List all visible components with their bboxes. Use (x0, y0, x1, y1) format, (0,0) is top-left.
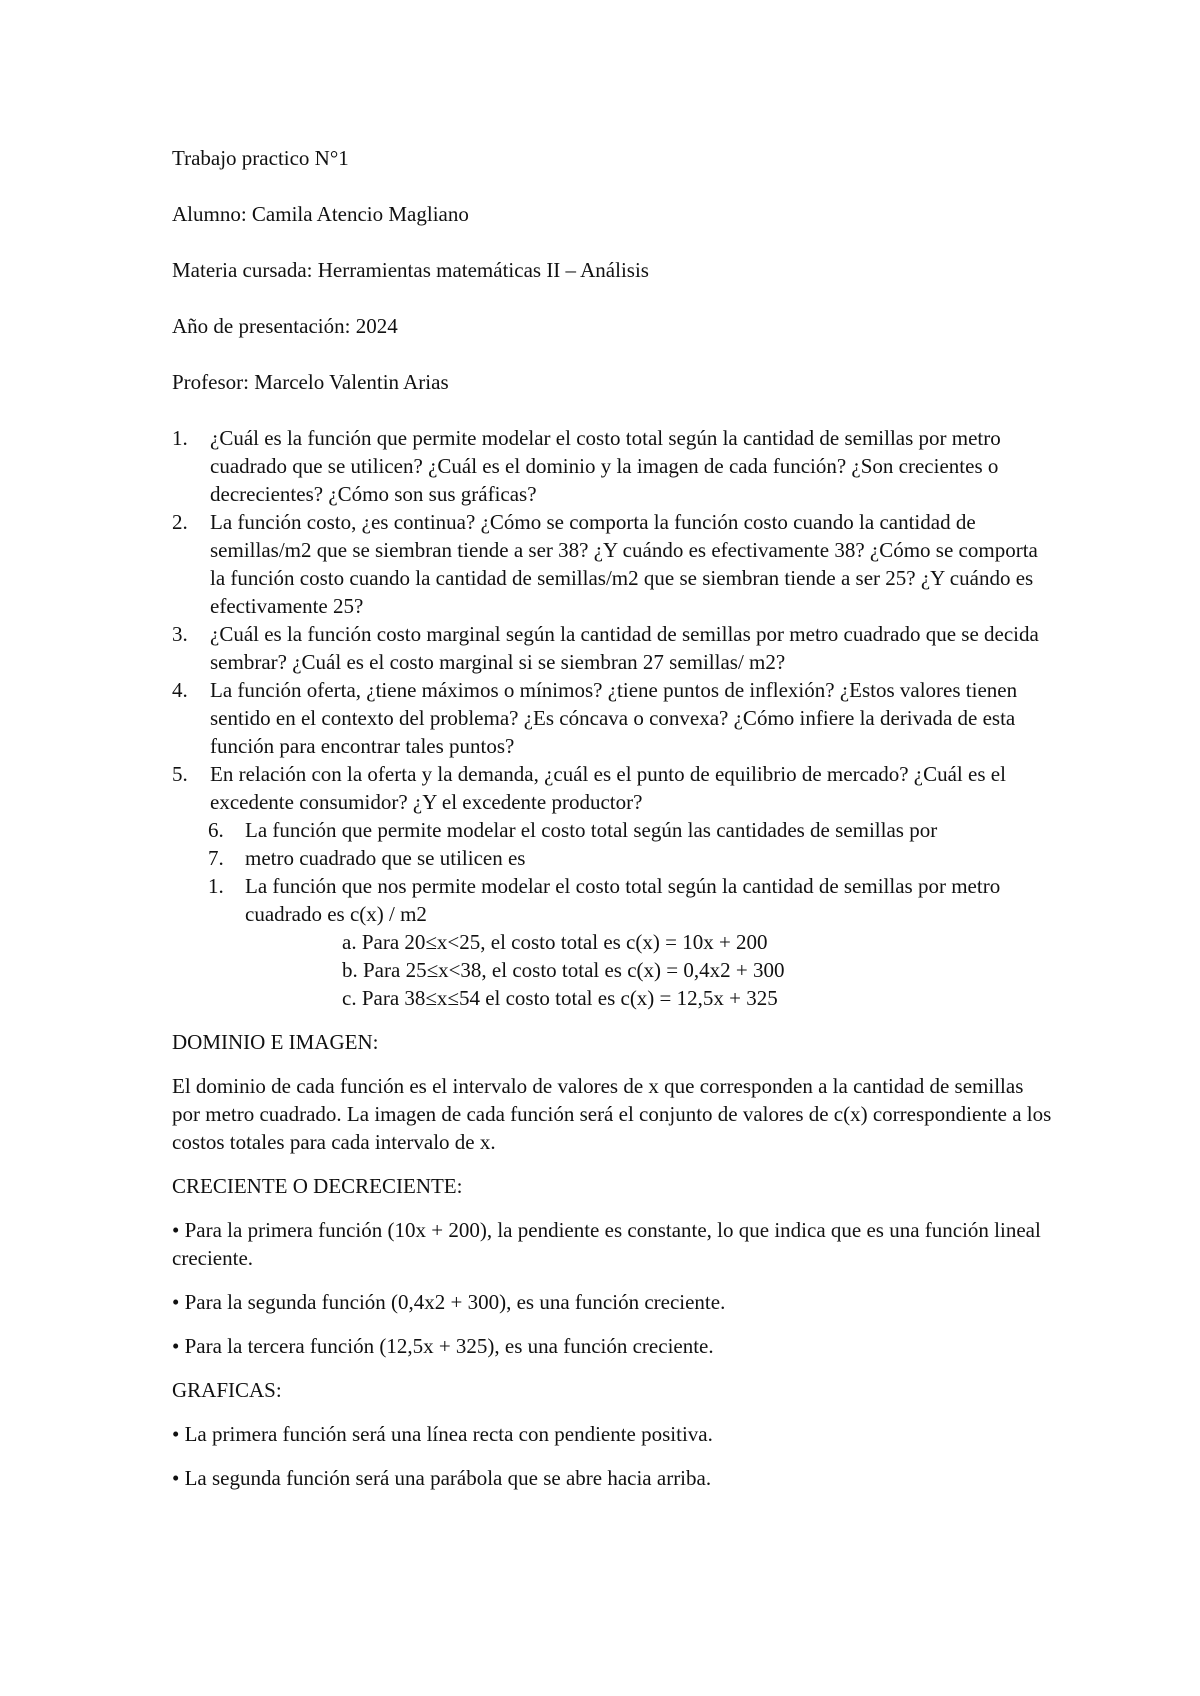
list-item: 2. La función costo, ¿es continua? ¿Cómo se comporta la función costo cuando la cantidad de semillas/m2 que se siembran tiende a ser 38? ¿Y cuándo es efectivamente 38? ¿Cómo se comporta la función costo cuando la cantidad de semillas/m2 que se siembran tiende a ser 25? ¿Y cuándo es efectivamente 25? (172, 510, 1038, 618)
list-item: 1. ¿Cuál es la función que permite modelar el costo total según la cantidad de semillas por metro cuadrado que se utilicen? ¿Cuál es el dominio y la imagen de cada función? ¿Son crecientes o decrecientes? ¿Cómo son sus gráficas? (172, 426, 1001, 506)
document-title: Trabajo practico N°1 (172, 146, 349, 170)
list-item: 5. En relación con la oferta y la demanda, ¿cuál es el punto de equilibrio de mercado? ¿Cuál es el excedente consumidor? ¿Y el excedente productor? (172, 762, 1006, 814)
list-item: c. Para 38≤x≤54 el costo total es c(x) = 12,5x + 325 (342, 986, 778, 1010)
cost-cases-list (172, 928, 1052, 1012)
student-name: Alumno: Camila Atencio Magliano (172, 202, 469, 226)
growth-item: • Para la segunda función (0,4x2 + 300), es una función creciente. (172, 1290, 726, 1314)
graphs-heading: GRAFICAS: (172, 1378, 282, 1402)
list-item: b. Para 25≤x<38, el costo total es c(x) = 0,4x2 + 300 (342, 958, 785, 982)
list-item: 6. La función que permite modelar el costo total según las cantidades de semillas por (208, 818, 938, 842)
graphs-item: • La segunda función será una parábola que se abre hacia arriba. (172, 1466, 712, 1490)
questions-list (172, 424, 1052, 816)
growth-heading: CRECIENTE O DECRECIENTE: (172, 1174, 463, 1198)
domain-heading: DOMINIO E IMAGEN: (172, 1030, 379, 1054)
presentation-year: Año de presentación: 2024 (172, 314, 398, 338)
document-page (172, 144, 1052, 1492)
teacher-name: Profesor: Marcelo Valentin Arias (172, 370, 449, 394)
subject-name: Materia cursada: Herramientas matemáticas II – Análisis (172, 258, 649, 282)
list-item: 7. metro cuadrado que se utilicen es (208, 846, 526, 870)
list-item: a. Para 20≤x<25, el costo total es c(x) = 10x + 200 (342, 930, 768, 954)
list-item: 1. La función que nos permite modelar el costo total según la cantidad de semillas por metro cuadrado es c(x) / m2 (208, 874, 1001, 926)
answer-sublist (172, 816, 1052, 928)
list-item: 3. ¿Cuál es la función costo marginal según la cantidad de semillas por metro cuadrado que se decida sembrar? ¿Cuál es el costo marginal si se siembran 27 semillas/ m2? (172, 622, 1039, 674)
list-item: 4. La función oferta, ¿tiene máximos o mínimos? ¿tiene puntos de inflexión? ¿Estos valores tienen sentido en el contexto del problema? ¿Es cóncava o convexa? ¿Cómo infiere la derivada de esta función para encontrar tales puntos? (172, 678, 1018, 758)
growth-item: • Para la primera función (10x + 200), la pendiente es constante, lo que indica que es una función lineal creciente. (172, 1218, 1041, 1270)
graphs-item: • La primera función será una línea recta con pendiente positiva. (172, 1422, 713, 1446)
growth-item: • Para la tercera función (12,5x + 325), es una función creciente. (172, 1334, 714, 1358)
domain-paragraph: El dominio de cada función es el intervalo de valores de x que corresponden a la cantidad de semillas por metro cuadrado. La imagen de cada función será el conjunto de valores de c(x) correspondiente a los costos totales para cada intervalo de x. (172, 1074, 1052, 1154)
